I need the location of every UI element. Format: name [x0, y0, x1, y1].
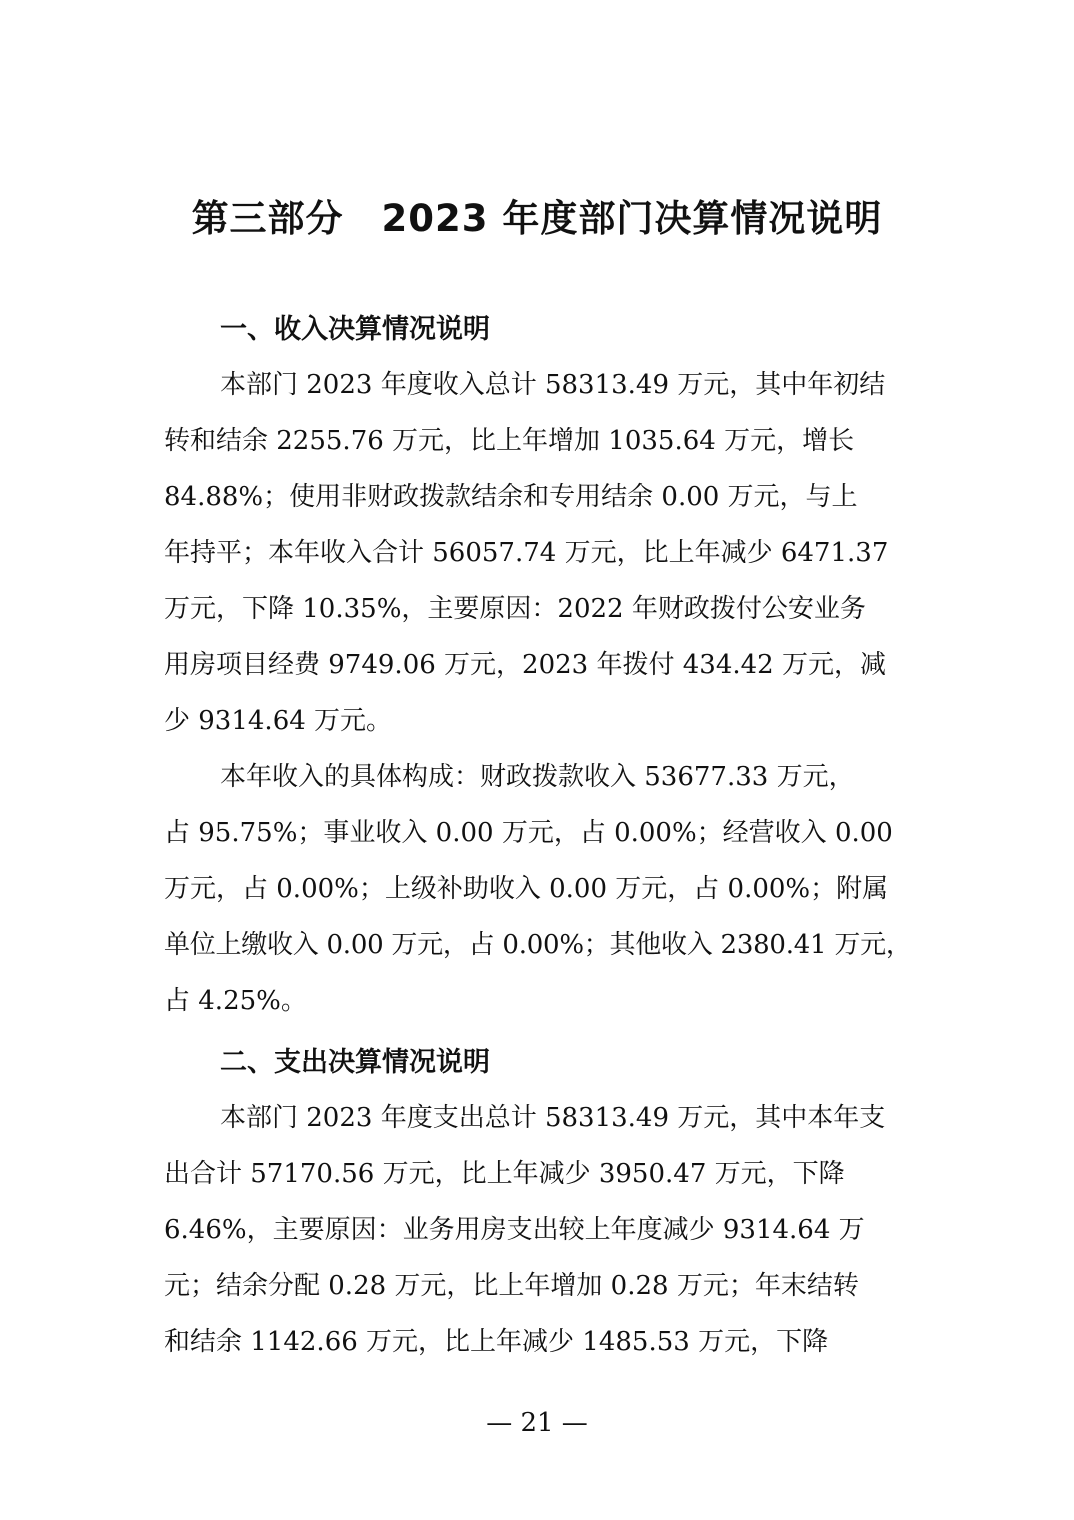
section-heading-income: 一、收入决算情况说明 [220, 314, 490, 345]
text-line: 出合计 57170.56 万元，比上年减少 3950.47 万元，下降 [164, 1159, 845, 1189]
text-line: 单位上缴收入 0.00 万元，占 0.00%；其他收入 2380.41 万元， [164, 930, 912, 960]
text-line: 用房项目经费 9749.06 万元，2023 年拨付 434.42 万元，减 [164, 650, 886, 680]
page-title: 第三部分 2023 年度部门决算情况说明 [191, 197, 883, 240]
text-line: 万元，占 0.00%；上级补助收入 0.00 万元，占 0.00%；附属 [164, 874, 889, 904]
text-line: 转和结余 2255.76 万元，比上年增加 1035.64 万元，增长 [164, 426, 855, 456]
text-line: 和结余 1142.66 万元，比上年减少 1485.53 万元，下降 [164, 1327, 829, 1357]
paragraph-expenditure-summary [164, 1090, 912, 1370]
text-line: 元；结余分配 0.28 万元，比上年增加 0.28 万元；年末结转 [164, 1271, 859, 1301]
text-line: 年持平；本年收入合计 56057.74 万元，比上年减少 6471.37 [164, 538, 889, 568]
text-line: 万元，下降 10.35%，主要原因：2022 年财政拨付公安业务 [164, 594, 866, 624]
paragraph-income-summary [164, 357, 912, 749]
text-line: 6.46%，主要原因：业务用房支出较上年度减少 9314.64 万 [164, 1215, 865, 1245]
section-heading-expenditure: 二、支出决算情况说明 [220, 1047, 490, 1078]
text-line: 占 4.25%。 [164, 986, 307, 1016]
text-line: 占 95.75%；事业收入 0.00 万元，占 0.00%；经营收入 0.00 [164, 818, 893, 848]
text-line: 少 9314.64 万元。 [164, 706, 393, 736]
text-line: 本部门 2023 年度收入总计 58313.49 万元，其中年初结 [220, 370, 886, 400]
paragraph-income-composition [164, 749, 912, 1029]
text-line: 本部门 2023 年度支出总计 58313.49 万元，其中本年支 [220, 1103, 886, 1133]
text-line: 84.88%；使用非财政拨款结余和专用结余 0.00 万元，与上 [164, 482, 858, 512]
text-line: 本年收入的具体构成：财政拨款收入 53677.33 万元， [220, 762, 855, 792]
document-body [164, 302, 912, 1370]
page-number: — 21 — [486, 1408, 588, 1438]
